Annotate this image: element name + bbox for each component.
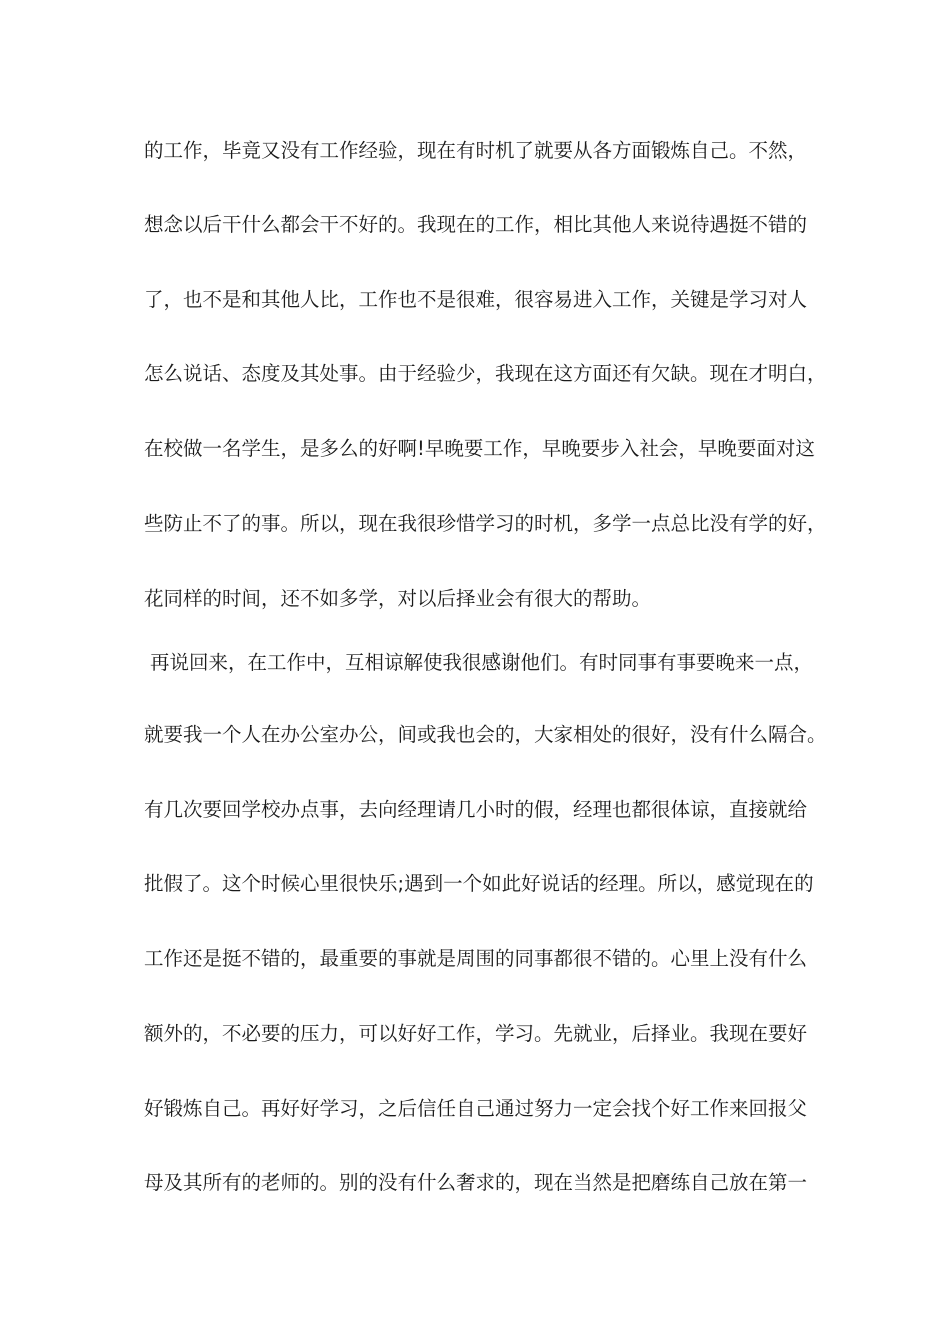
text-line: 的工作，毕竟又没有工作经验，现在有时机了就要从各方面锻炼自己。不然， xyxy=(144,139,808,162)
text-line: 工作还是挺不错的，最重要的事就是周围的同事都很不错的。心里上没有什么 xyxy=(144,947,808,970)
text-line: 母及其所有的老师的。别的没有什么奢求的，现在当然是把磨练自己放在第一 xyxy=(144,1171,808,1194)
text-line: 些防止不了的事。所以，现在我很珍惜学习的时机，多学一点总比没有学的好， xyxy=(144,512,827,535)
text-line: 额外的，不必要的压力，可以好好工作，学习。先就业，后择业。我现在要好 xyxy=(144,1022,808,1045)
text-line: 花同样的时间，还不如多学，对以后择业会有很大的帮助。 xyxy=(144,587,652,610)
paragraph-start-line: 再说回来，在工作中，互相谅解使我很感谢他们。有时同事有事要晚来一点， xyxy=(150,651,814,674)
text-line: 有几次要回学校办点事，去向经理请几小时的假，经理也都很体谅，直接就给 xyxy=(144,798,808,821)
text-line: 在校做一名学生，是多么的好啊!早晚要工作，早晚要步入社会，早晚要面对这 xyxy=(144,437,815,460)
text-line: 批假了。这个时候心里很快乐;遇到一个如此好说话的经理。所以，感觉现在的 xyxy=(144,872,814,895)
text-line: 怎么说话、态度及其处事。由于经验少，我现在这方面还有欠缺。现在才明白， xyxy=(144,362,827,385)
text-line: 想念以后干什么都会干不好的。我现在的工作，相比其他人来说待遇挺不错的 xyxy=(144,213,808,236)
text-line: 就要我一个人在办公室办公，间或我也会的，大家相处的很好，没有什么隔合。 xyxy=(144,723,827,746)
text-line: 了，也不是和其他人比，工作也不是很难，很容易进入工作，关键是学习对人 xyxy=(144,288,808,311)
text-line: 好锻炼自己。再好好学习，之后信任自己通过努力一定会找个好工作来回报父 xyxy=(144,1097,808,1120)
